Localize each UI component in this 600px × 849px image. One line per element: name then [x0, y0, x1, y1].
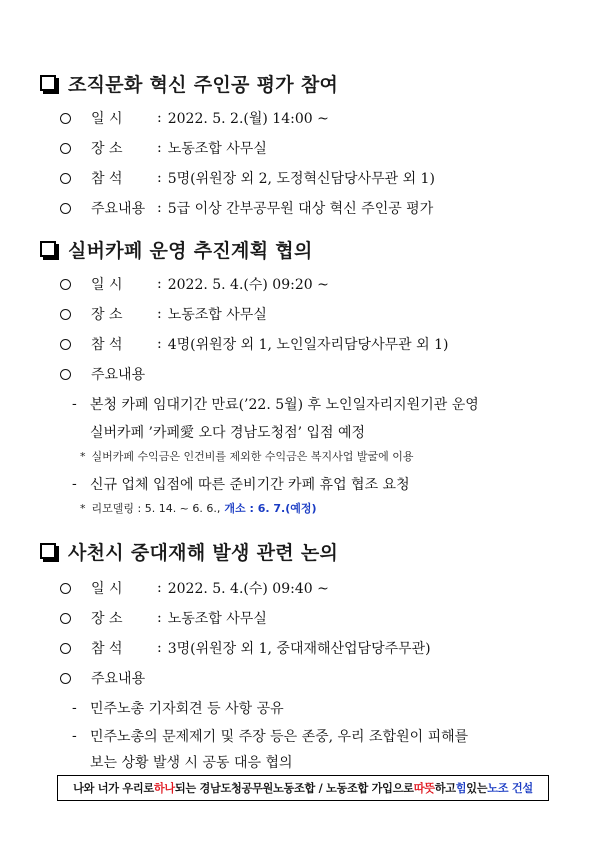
section-1-content: 5급 이상 간부공무원 대상 혁신 주인공 평가	[167, 201, 434, 217]
section-1-title: 조직문화 혁신 주인공 평가 참여	[68, 73, 339, 96]
circle-bullet-icon	[60, 643, 71, 654]
label-attend: 참 석	[91, 171, 123, 187]
section-1-date: 2022. 5. 2.(월) 14:00 ~	[167, 111, 329, 127]
circle-bullet-icon	[60, 583, 71, 594]
label-content: 주요내용	[91, 367, 146, 383]
section-2-heading	[40, 234, 313, 264]
circle-bullet-icon	[60, 309, 71, 320]
label-content: 주요내용	[91, 671, 146, 687]
checkbox-square-icon	[40, 543, 56, 559]
circle-bullet-icon	[60, 613, 71, 624]
circle-bullet-icon	[60, 673, 71, 684]
label-date: 일 시	[91, 581, 123, 597]
section-2-item-2: - 신규 업체 입점에 따른 준비기간 카페 휴업 협조 요청	[72, 476, 410, 493]
section-2-date: 2022. 5. 4.(수) 09:20 ~	[167, 277, 329, 293]
label-place: 장 소	[91, 141, 123, 157]
section-3-place: 노동조합 사무실	[167, 611, 267, 627]
circle-bullet-icon	[60, 173, 71, 184]
section-2-date-row: 일 시 : 2022. 5. 4.(수) 09:20 ~	[60, 272, 329, 296]
section-1-heading	[40, 68, 338, 98]
circle-bullet-icon	[60, 279, 71, 290]
section-2-content-row	[60, 362, 145, 386]
section-3-content-row	[60, 666, 145, 690]
circle-bullet-icon	[60, 143, 71, 154]
section-1-attend-row: 참 석 : 5명(위원장 외 2, 도정혁신담당사무관 외 1)	[60, 166, 435, 190]
label-date: 일 시	[91, 277, 123, 293]
section-1-date-row: 일 시 : 2022. 5. 2.(월) 14:00 ~	[60, 106, 329, 130]
section-3-item-2: - 민주노총의 문제제기 및 주장 등은 존중, 우리 조합원이 피해를	[72, 728, 469, 745]
section-2-item-1-cont: 실버카페 ’카페愛 오다 경남도청점’ 입점 예정	[90, 425, 366, 441]
section-1-place-row: 장 소 : 노동조합 사무실	[60, 136, 267, 160]
label-attend: 참 석	[91, 641, 123, 657]
circle-bullet-icon	[60, 339, 71, 350]
section-3-item-2-cont: 보는 상황 발생 시 공동 대응 협의	[90, 755, 293, 771]
section-3-item-1: - 민주노총 기자회견 등 사항 공유	[72, 700, 284, 717]
section-2-place-row: 장 소 : 노동조합 사무실	[60, 302, 267, 326]
section-2-note-1: * 실버카페 수익금은 인건비를 제외한 수익금은 복지사업 발굴에 이용	[80, 449, 414, 463]
checkbox-square-icon	[40, 241, 56, 257]
footer-slogan: 나와 너가 우리로 하나 되는 경남도청공무원노동조합 / 노동조합 가입으로 따뜻 하고 힘 있는 노조 건설	[57, 775, 549, 801]
label-place: 장 소	[91, 307, 123, 323]
circle-bullet-icon	[60, 203, 71, 214]
section-1-content-row: 주요내용 : 5급 이상 간부공무원 대상 혁신 주인공 평가	[60, 196, 433, 220]
label-content: 주요내용	[91, 201, 146, 217]
section-1-attend: 5명(위원장 외 2, 도정혁신담당사무관 외 1)	[167, 171, 435, 187]
section-3-attend-row: 참 석 : 3명(위원장 외 1, 중대재해산업담당주무관)	[60, 636, 431, 660]
checkbox-square-icon	[40, 75, 56, 91]
section-3-attend: 3명(위원장 외 1, 중대재해산업담당주무관)	[167, 641, 431, 657]
section-3-date: 2022. 5. 4.(수) 09:40 ~	[167, 581, 329, 597]
label-attend: 참 석	[91, 337, 123, 353]
section-3-heading	[40, 536, 338, 566]
section-3-date-row: 일 시 : 2022. 5. 4.(수) 09:40 ~	[60, 576, 329, 600]
section-3-place-row: 장 소 : 노동조합 사무실	[60, 606, 267, 630]
section-1-place: 노동조합 사무실	[167, 141, 267, 157]
label-place: 장 소	[91, 611, 123, 627]
opening-date-highlight: 개소 : 6. 7.(예정)	[224, 502, 317, 515]
section-3-title: 사천시 중대재해 발생 관련 논의	[68, 541, 339, 564]
circle-bullet-icon	[60, 369, 71, 380]
section-2-title: 실버카페 운영 추진계획 협의	[68, 239, 313, 262]
section-2-place: 노동조합 사무실	[167, 307, 267, 323]
section-2-attend: 4명(위원장 외 1, 노인일자리담당사무관 외 1)	[167, 337, 449, 353]
section-2-item-1: - 본청 카페 임대기간 만료(’22. 5월) 후 노인일자리지원기관 운영	[72, 396, 479, 413]
section-2-note-2: * 리모델링 : 5. 14. ~ 6. 6., 개소 : 6. 7.(예정)	[80, 501, 317, 515]
circle-bullet-icon	[60, 113, 71, 124]
section-2-attend-row: 참 석 : 4명(위원장 외 1, 노인일자리담당사무관 외 1)	[60, 332, 448, 356]
label-date: 일 시	[91, 111, 123, 127]
